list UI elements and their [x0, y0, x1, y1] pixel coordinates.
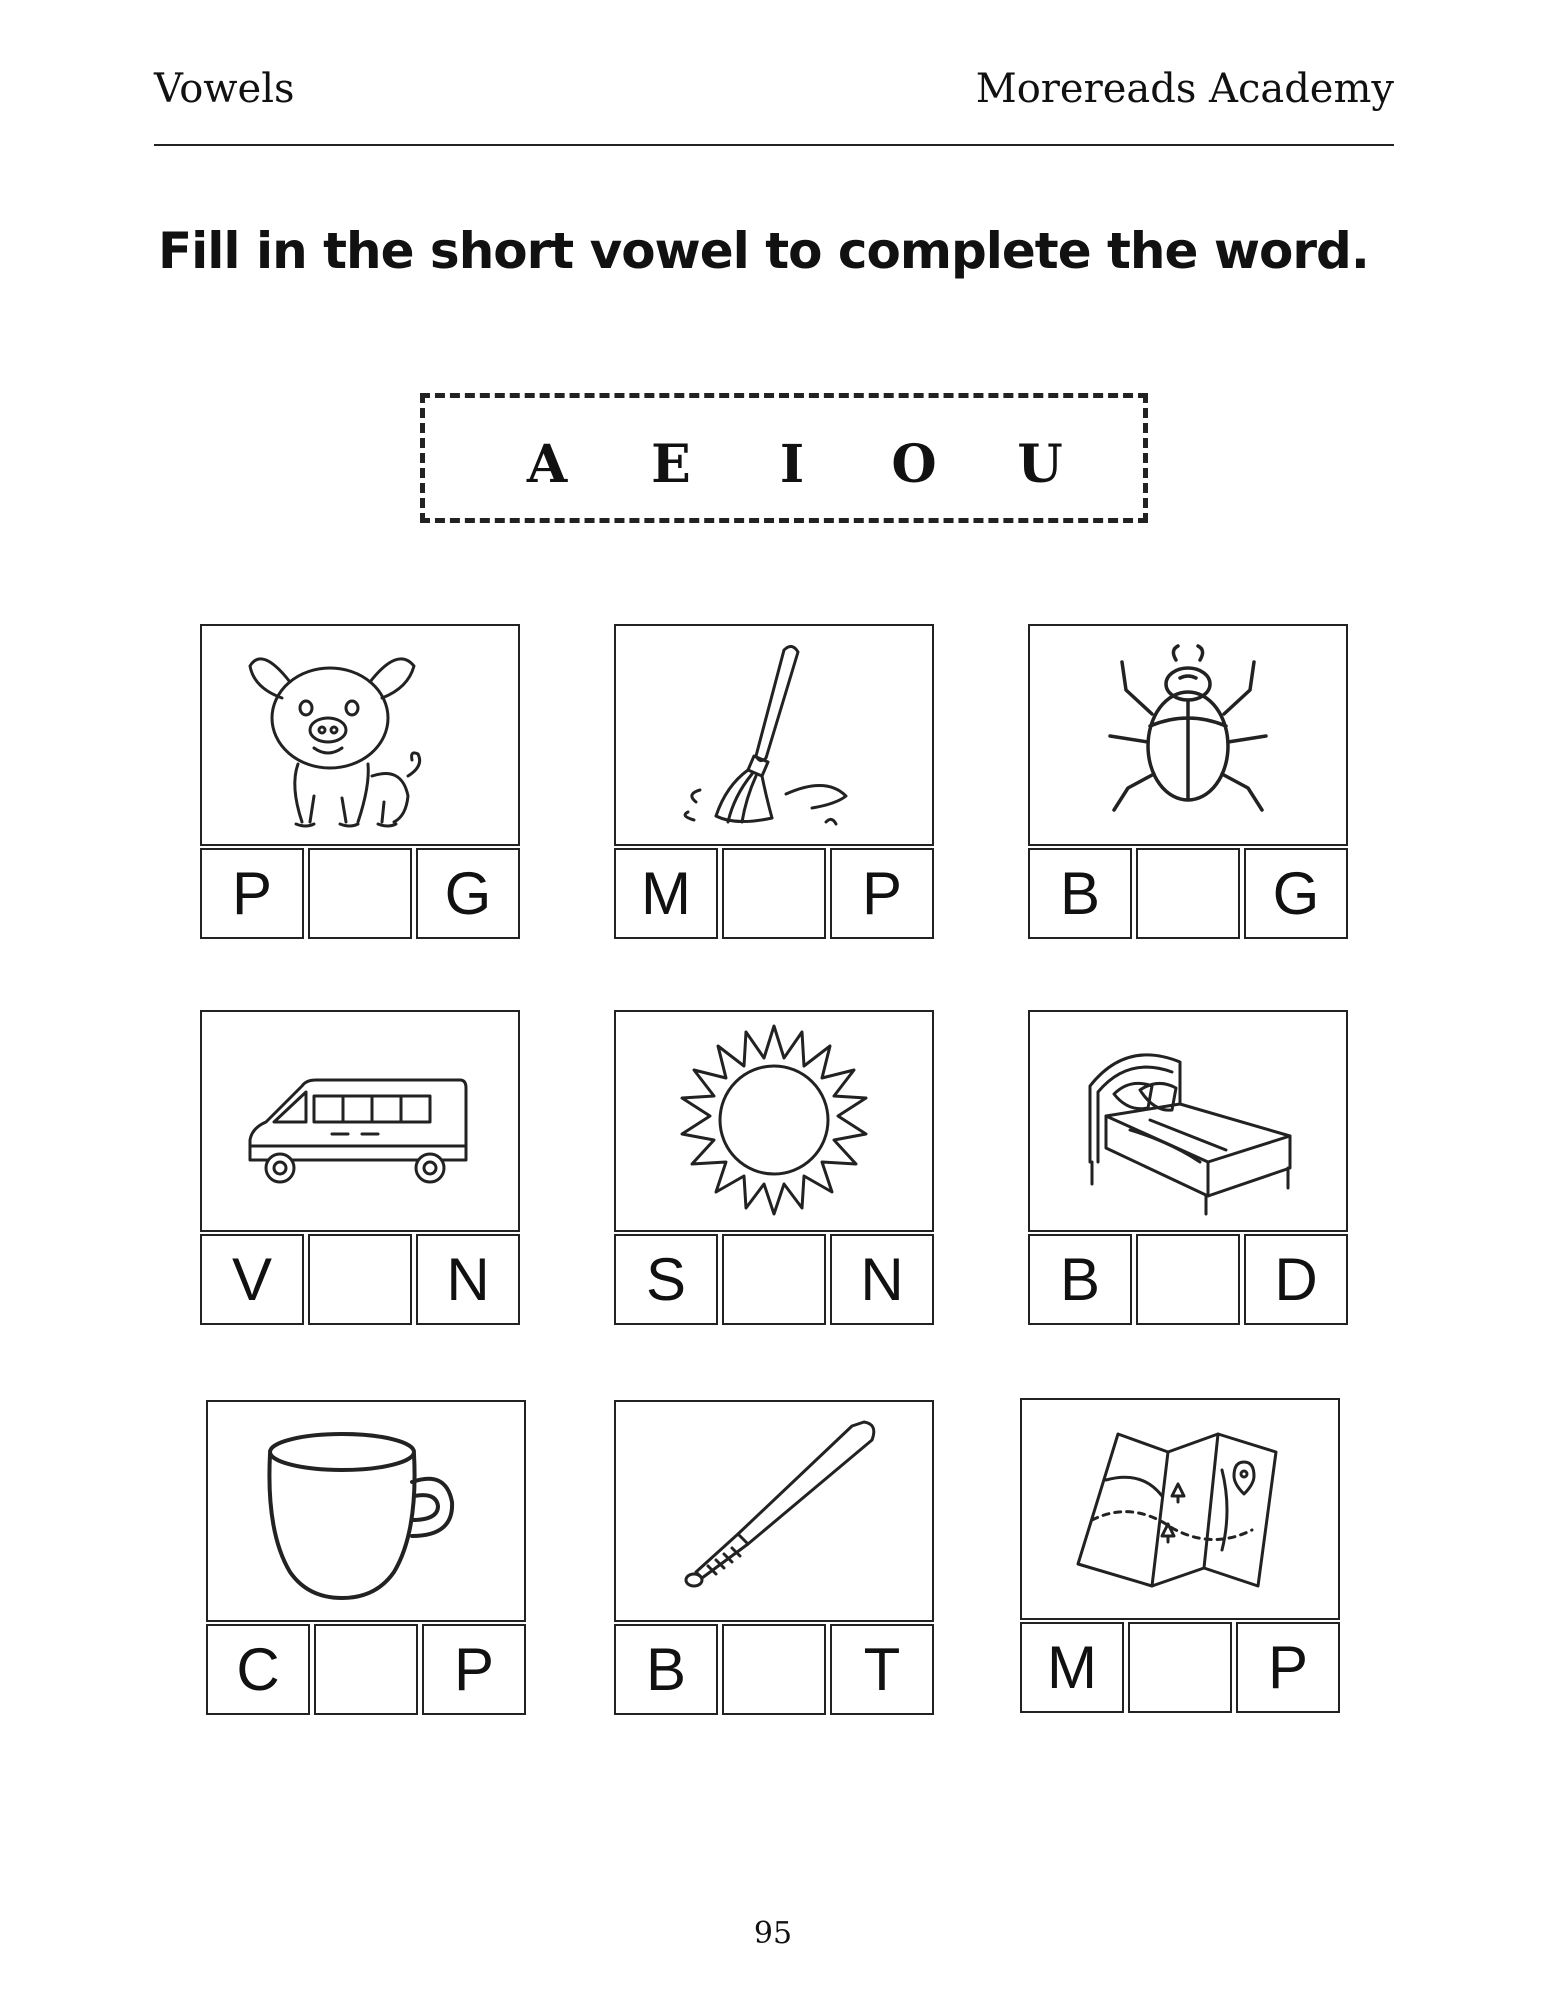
- map-icon: [1022, 1400, 1338, 1618]
- word-card-sun: [614, 1010, 934, 1325]
- first-letter: B: [1028, 848, 1132, 939]
- first-letter: P: [200, 848, 304, 939]
- word-card-map: [1020, 1398, 1340, 1713]
- vowel-blank[interactable]: [722, 1624, 826, 1715]
- first-letter: B: [1028, 1234, 1132, 1325]
- van-icon: [202, 1012, 518, 1230]
- vowel-blank[interactable]: [1136, 848, 1240, 939]
- vowel-bank: [420, 393, 1148, 523]
- last-letter: T: [830, 1624, 934, 1715]
- last-letter: N: [830, 1234, 934, 1325]
- vowel-blank[interactable]: [1136, 1234, 1240, 1325]
- word-card-bat: [614, 1400, 934, 1715]
- last-letter: P: [830, 848, 934, 939]
- vowel-a: A: [526, 434, 568, 495]
- word-card-pig: [200, 624, 520, 939]
- last-letter: G: [416, 848, 520, 939]
- sun-icon: [616, 1012, 932, 1230]
- publisher-name: Morereads Academy: [975, 66, 1394, 112]
- cup-icon: [208, 1402, 524, 1620]
- picture-frame: [614, 624, 934, 846]
- pig-icon: [202, 626, 518, 844]
- picture-frame: [200, 624, 520, 846]
- word-card-bug: [1028, 624, 1348, 939]
- last-letter: D: [1244, 1234, 1348, 1325]
- vowel-blank[interactable]: [722, 848, 826, 939]
- page-header: [154, 62, 1394, 146]
- mop-icon: [616, 626, 932, 844]
- vowel-blank[interactable]: [314, 1624, 418, 1715]
- page-number: 95: [753, 1916, 793, 1951]
- word-card-mop: [614, 624, 934, 939]
- vowel-blank[interactable]: [308, 1234, 412, 1325]
- instruction-heading: Fill in the short vowel to complete the word.: [158, 222, 1369, 280]
- picture-frame: [206, 1400, 526, 1622]
- last-letter: N: [416, 1234, 520, 1325]
- vowel-blank[interactable]: [1128, 1622, 1232, 1713]
- picture-frame: [1028, 624, 1348, 846]
- bed-icon: [1030, 1012, 1346, 1230]
- first-letter: V: [200, 1234, 304, 1325]
- first-letter: S: [614, 1234, 718, 1325]
- vowel-e: E: [651, 434, 691, 495]
- word-card-cup: [206, 1400, 526, 1715]
- picture-frame: [1028, 1010, 1348, 1232]
- word-card-van: [200, 1010, 520, 1325]
- first-letter: B: [614, 1624, 718, 1715]
- word-card-bed: [1028, 1010, 1348, 1325]
- vowel-o: O: [891, 434, 937, 495]
- vowel-u: U: [1017, 434, 1063, 495]
- vowel-blank[interactable]: [722, 1234, 826, 1325]
- vowel-i: I: [779, 434, 805, 495]
- last-letter: P: [1236, 1622, 1340, 1713]
- bat-icon: [616, 1402, 932, 1620]
- bug-icon: [1030, 626, 1346, 844]
- picture-frame: [1020, 1398, 1340, 1620]
- first-letter: C: [206, 1624, 310, 1715]
- last-letter: P: [422, 1624, 526, 1715]
- vowel-blank[interactable]: [308, 848, 412, 939]
- first-letter: M: [1020, 1622, 1124, 1713]
- last-letter: G: [1244, 848, 1348, 939]
- picture-frame: [200, 1010, 520, 1232]
- picture-frame: [614, 1400, 934, 1622]
- picture-frame: [614, 1010, 934, 1232]
- section-title: Vowels: [154, 66, 295, 112]
- first-letter: M: [614, 848, 718, 939]
